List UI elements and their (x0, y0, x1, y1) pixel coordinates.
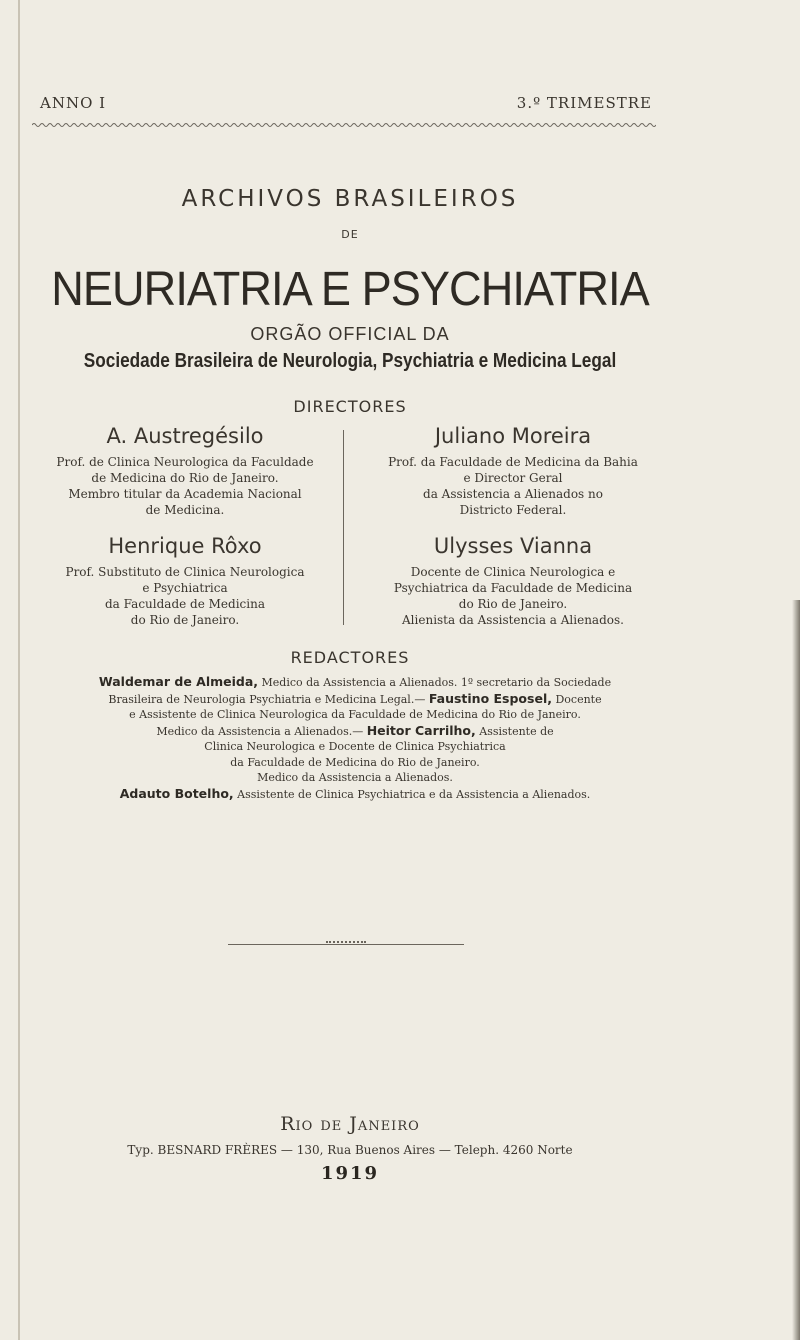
redactor-name: Faustino Esposel, (428, 690, 552, 706)
column-divider (343, 430, 344, 625)
anno-label: ANNO I (40, 94, 107, 112)
imprint-year: 1919 (320, 1163, 380, 1184)
redactores-heading: REDACTORES (290, 648, 410, 667)
director-desc: Prof. de Clinica Neurologica da Faculdade de Medicina do Rio de Janeiro. Membro titular da Academia Nacional de Medicina. (56, 455, 314, 517)
title-sociedade: Sociedade Brasileira de Neurologia, Psychiatria e Medicina Legal (83, 350, 617, 372)
imprint-printer: Typ. BESNARD FRÈRES — 130, Rua Buenos Aires — Teleph. 4260 Norte (127, 1143, 573, 1157)
director-name: A. Austregésilo (106, 424, 264, 448)
director-name: Henrique Rôxo (108, 534, 262, 558)
director-moreira (358, 424, 668, 518)
director-name: Juliano Moreira (434, 424, 592, 448)
directores-heading: DIRECTORES (293, 397, 407, 416)
trimestre-label: 3.º TRIMESTRE (516, 94, 652, 112)
director-austregesilo (30, 424, 340, 518)
director-vianna (358, 534, 668, 628)
ornamental-rule-center (326, 941, 366, 949)
redactor-name: Heitor Carrilho, (366, 722, 476, 738)
redactores-text: Waldemar de Almeida, Medico da Assistencia a Alienados. 1º secretario da Sociedade Brasileira de Neurologia Psychiatria e Medicina Legal.— Faustino Esposel, Docente e Assistente de Clinica Neurologica da Faculdade de Medicina do Rio de Janeiro. Medico da Assistencia a Alienados.— Heitor Carrilho, Assistente de Clinica Neurologica e Docente de Clinica Psychiatrica da Faculdade de Medicina do Rio de Janeiro. Medico da Assistencia a Alienados. Adauto Botelho, Assistente de Clinica Psychiatrica e da Assistencia a Alienados. (98, 674, 612, 801)
director-roxo (30, 534, 340, 628)
title-de: DE (341, 228, 359, 241)
director-desc: Prof. Substituto de Clinica Neurologica e Psychiatrica da Faculdade de Medicina do Rio de Janeiro. (65, 565, 305, 627)
page-shadow (792, 600, 800, 1340)
director-desc: Docente de Clinica Neurologica e Psychiatrica da Faculdade de Medicina do Rio de Janeiro. Alienista da Assistencia a Alienados. (393, 565, 633, 627)
imprint-city: Rio de Janeiro (280, 1113, 420, 1135)
title-archivos: ARCHIVOS BRASILEIROS (181, 186, 519, 212)
redactor-name: Waldemar de Almeida, (98, 674, 259, 689)
director-name: Ulysses Vianna (433, 534, 593, 558)
title-orgao: ORGÃO OFFICIAL DA (250, 324, 450, 344)
redactor-name: Adauto Botelho, (119, 785, 234, 801)
wavy-rule (32, 120, 656, 130)
title-main: NEURIATRIA E PSYCHIATRIA (51, 263, 649, 316)
director-desc: Prof. da Faculdade de Medicina da Bahia e Director Geral da Assistencia a Alienados no Districto Federal. (388, 455, 638, 517)
